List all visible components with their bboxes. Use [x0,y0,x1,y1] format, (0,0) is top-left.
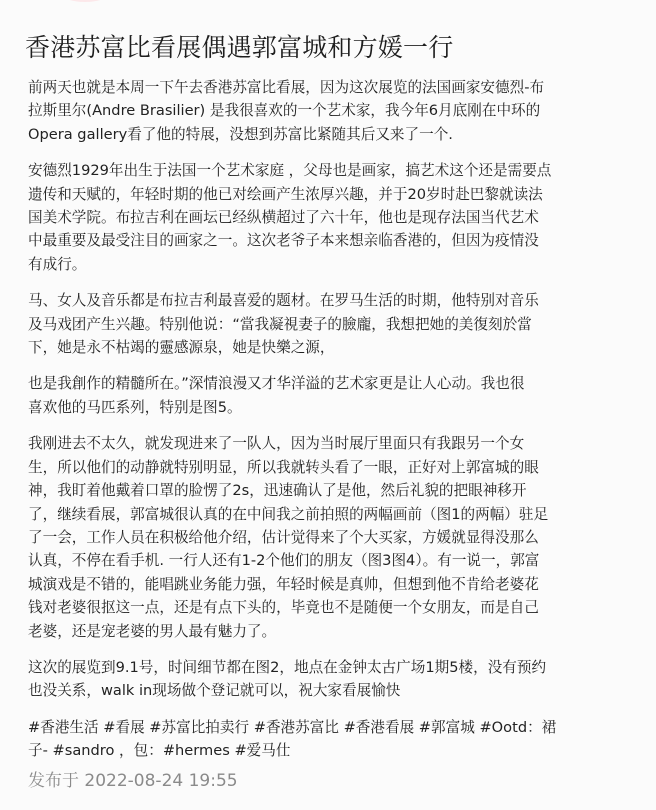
text-line: 喜欢他的马匹系列，特别是图5。 [28,398,242,416]
text-line: 拉斯里尔(Andre Brasilier) 是我很喜欢的一个艺术家，我今年6月底刚在中环的 [28,102,541,120]
text-line: 了一会，工作人员在积极给他介绍，估计觉得来了个大买家，方媛就显得没那么 [28,528,539,546]
paragraph-quote-end [28,372,628,419]
text-line: 老婆，还是宠老婆的男人最有魅力了。 [28,622,277,640]
text-line: 马、女人及音乐都是布拉吉利最喜爱的题材。在罗马生活的时期，他特别对音乐 [28,292,539,310]
text-line: Opera gallery看了他的特展，没想到苏富比紧随其后又来了一个. [28,125,453,143]
text-line: 国美术学院。布拉吉利在画坛已经纵横超过了六十年，他也是现存法国当代艺术 [28,209,539,227]
hashtag-line[interactable]: #香港生活 #看展 #苏富比拍卖行 #香港苏富比 #香港看展 #郭富城 #Ootd：裙 [28,718,557,736]
text-line: 城演戏是不错的，能唱跳业务能力强，年轻时候是真帅，但想到他不肯给老婆花 [28,575,539,593]
text-line: 中最重要及最受注目的画家之一。这次老爷子本来想亲临香港的，但因为疫情没 [28,232,539,250]
published-timestamp: 发布于 2022-08-24 19:55 [28,771,238,791]
text-line: 安德烈1929年出生于法国一个艺术家庭 ，父母也是画家，搞艺术这个还是需要点 [28,162,552,180]
text-line: 这次的展览到9.1号，时间细节都在图2，地点在金钟太古广场1期5楼，没有预约 [28,658,547,676]
paragraph-encounter [28,432,628,643]
text-line: 认真，不停在看手机. 一行人还有1-2个他们的朋友（图3图4）。有一说一，郭富 [28,552,540,570]
text-line: 前两天也就是本周一下午去香港苏富比看展，因为这次展览的法国画家安德烈-布 [28,79,545,96]
paragraph-intro [28,76,628,146]
paragraph-artist-bio [28,159,628,276]
decorative-blob [62,0,108,2]
text-line: 神，我盯着他戴着口罩的脸愣了2s，迅速确认了是他，然后礼貌的把眼神移开 [28,482,527,500]
post-title: 香港苏富比看展偶遇郭富城和方媛一行 [25,33,454,62]
hashtag-line[interactable]: 子- #sandro ，包：#hermes #爱马仕 [28,742,291,760]
text-line: 遗传和天赋的，年轻时期的他已对绘画产生浓厚兴趣，并于20岁时赴巴黎就读法 [28,185,543,203]
paragraph-hashtags [28,716,628,763]
text-line: 也是我創作的精髓所在。”深情浪漫又才华洋溢的艺术家更是让人心动。我也很 [28,375,525,393]
text-line: 也没关系，walk in现场做个登记就可以，祝大家看展愉快 [28,682,401,700]
text-line: 有成行。 [28,255,87,273]
text-line: 及马戏团产生兴趣。特别他说：“當我凝視妻子的臉龐，我想把她的美復刻於當 [28,315,532,333]
text-line: 生，所以他们的动静就特别明显，所以我就转头看了一眼，正好对上郭富城的眼 [28,458,539,476]
text-line: 下，她是永不枯竭的靈感源泉，她是快樂之源， [28,339,335,357]
text-line: 我刚进去不太久，就发现进来了一队人，因为当时展厅里面只有我跟另一个女 [28,435,525,453]
text-line: 钱对老婆很抠这一点，还是有点下头的，毕竟也不是随便一个女朋友，而是自己 [28,599,539,617]
text-line: 了，继续看展，郭富城很认真的在中间我之前拍照的两幅画前（图1的两幅）驻足 [28,505,549,523]
paragraph-exhibition-info [28,656,628,703]
post-body [28,76,628,776]
paragraph-themes [28,289,628,359]
